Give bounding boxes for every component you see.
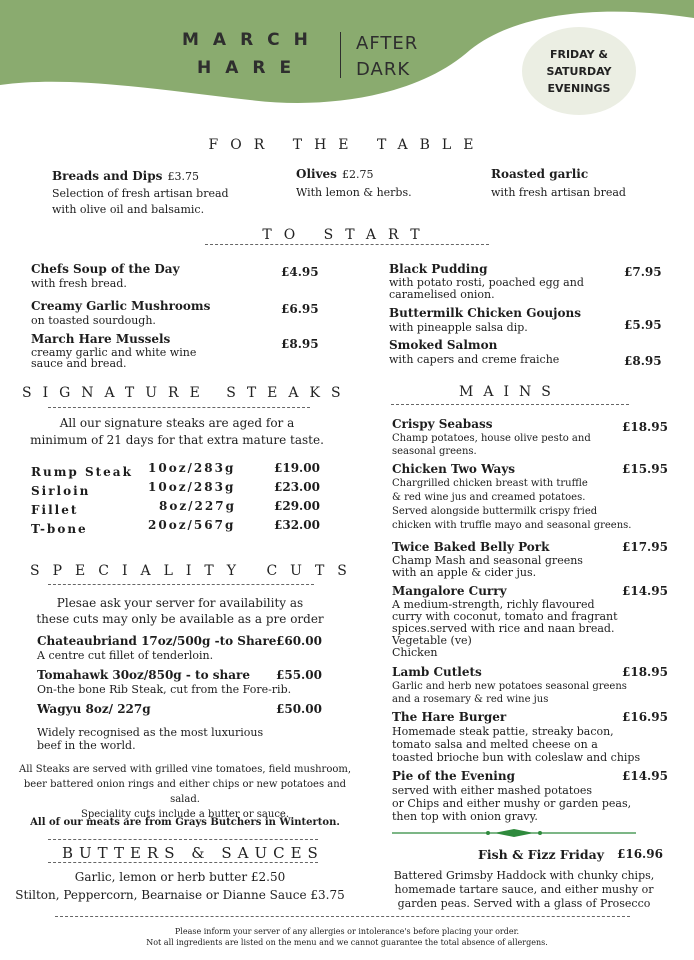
item-price: £4.95 [281,265,319,279]
steak-price: £19.00 [274,461,320,475]
item-price: £7.95 [624,265,662,279]
item-price: £6.95 [281,302,319,316]
item-name: Smoked Salmon [389,338,498,352]
item-desc: spices.served with rice and naan bread. [392,622,615,635]
menu-item [37,634,337,662]
desc-line: homemade tartare sauce, and either mushy or [394,883,654,896]
desc-line: garden peas. Served with a glass of Prosecco [397,897,651,910]
item-price: £5.95 [624,318,662,332]
item-price: £18.95 [622,420,668,434]
menu-item [31,332,321,369]
item-name: The Hare Burger [392,710,507,724]
item-desc: sauce and bread. [31,357,127,370]
item-desc: A medium-strength, richly flavoured [392,598,595,611]
item-price: £2.75 [342,168,374,181]
item-price: £18.95 [622,665,668,679]
menu-item [31,262,321,290]
item-desc: tomato salsa and melted cheese on a [392,738,598,751]
item-desc: creamy garlic and white wine [31,346,197,359]
butters-line: Garlic, lemon or herb butter £2.50 [74,870,286,884]
menu-item [392,769,668,823]
item-price: £14.95 [622,584,668,598]
divider [205,244,489,245]
item-name: March Hare Mussels [31,332,171,346]
butters-list [0,868,360,904]
allergy-notice [0,926,694,948]
item-desc: curry with coconut, tomato and fragrant [392,610,618,623]
intro-line: these cuts may only be available as a pre order [36,612,324,626]
steak-weight: 8oz/227g [159,499,236,513]
item-price: £60.00 [276,634,322,648]
menu-item [392,710,667,764]
brand-line-2: HARE [197,58,306,78]
item-desc: caramelised onion. [389,288,495,301]
item-name: Olives [296,167,337,181]
menu-item [491,163,626,199]
after-dark-line-2: DARK [356,59,411,80]
footer-divider [55,916,630,917]
item-desc: then top with onion gravy. [392,810,538,823]
steak-row [31,480,331,499]
section-title-mains: MAINS [459,384,561,400]
note-line: beer battered onion rings and either chips or new potatoes and salad. [23,779,347,805]
fish-fizz-title: Fish & Fizz Friday [478,847,605,862]
item-desc: A centre cut fillet of tenderloin. [37,649,214,662]
item-desc: on toasted sourdough. [31,314,156,327]
item-desc: Champ Mash and seasonal greens [392,554,583,567]
fish-fizz-price: £16.96 [617,847,663,861]
item-desc: Served alongside buttermilk crispy fried [392,506,598,517]
item-desc: Chicken [392,646,438,659]
menu-item [389,338,664,366]
intro-line: All our signature steaks are aged for a [59,416,295,430]
intro-line: minimum of 21 days for that extra mature taste. [30,433,324,447]
desc-line: Widely recognised as the most luxurious [37,726,264,739]
item-price: £17.95 [622,540,668,554]
badge-line: FRIDAY & [549,47,609,61]
item-name: Chefs Soup of the Day [31,262,180,276]
menu-item [389,262,664,301]
menu-item [296,163,412,199]
desc-line: beef in the world. [37,739,136,752]
evenings-badge [522,27,636,115]
brand-line-1: MARCH [182,30,322,50]
badge-line: SATURDAY [546,64,612,78]
item-name: Wagyu 8oz/ 227g [37,702,151,716]
section-title-speciality-cuts: SPECIALITY CUTS [30,563,360,579]
item-desc: with fresh artisan bread [491,186,626,199]
menu-item [392,540,668,579]
menu-item [392,417,668,458]
item-price: £14.95 [622,769,668,783]
item-name: Creamy Garlic Mushrooms [31,299,211,313]
item-desc: Chargrilled chicken breast with truffle [392,478,588,489]
item-desc: and a rosemary & red wine jus [392,694,549,705]
section-title-to-start: TO START [262,227,432,243]
item-name: Pie of the Evening [392,769,515,783]
item-desc: With lemon & herbs. [296,186,412,199]
item-desc: or Chips and either mushy or garden peas, [392,797,632,810]
steak-row [31,461,331,480]
item-desc: with pineapple salsa dip. [389,321,528,334]
item-price: £50.00 [276,702,322,716]
item-desc: Selection of fresh artisan bread [52,187,229,200]
wagyu-desc [37,726,263,752]
item-price: £8.95 [624,354,662,368]
desc-line: Battered Grimsby Haddock with chunky chips, [393,869,655,882]
steak-weight: 20oz/567g [148,518,236,532]
item-desc: with potato rosti, poached egg and [389,276,584,289]
fish-fizz-desc [382,869,666,911]
steak-price: £32.00 [274,518,320,532]
footer-line: Not all ingredients are listed on the menu and we cannot guarantee the total absence of allergens. [146,938,548,947]
note-line: Speciality cuts include a butter or sauce. [80,809,290,820]
item-name: Lamb Cutlets [392,665,482,679]
item-price: £55.00 [276,668,322,682]
item-name: Mangalore Curry [392,584,507,598]
steak-name: Rump Steak [31,465,133,479]
divider [48,862,318,863]
item-desc: with capers and creme fraiche [389,353,560,366]
divider [48,407,310,408]
item-name: Chateaubriand 17oz/500g -to Share [37,634,277,648]
item-desc: served with either mashed potatoes [392,784,593,797]
item-desc: & red wine jus and creamed potatoes. [392,492,586,503]
steak-row [31,518,331,537]
steak-row [31,499,331,518]
section-title-for-the-table: FOR THE TABLE [208,137,486,153]
item-price: £16.95 [622,710,668,724]
brand-divider [340,32,341,78]
menu-item [392,462,668,533]
note-line: All Steaks are served with grilled vine tomatoes, field mushroom, [18,764,352,775]
steak-name: Sirloin [31,484,91,498]
item-name: Breads and Dips [52,169,163,183]
speciality-intro [0,595,360,627]
footer-line: Please inform your server of any allergies or intolerance's before placing your order. [174,927,520,936]
item-desc: Homemade steak pattie, streaky bacon, [392,725,614,738]
menu-item [392,584,668,659]
item-name: Chicken Two Ways [392,462,516,476]
divider [48,584,314,585]
item-name: Buttermilk Chicken Goujons [389,306,582,320]
menu-item [31,299,321,327]
steak-weight: 10oz/283g [148,461,236,475]
item-desc: with an apple & cider jus. [392,566,537,579]
badge-line: EVENINGS [547,81,611,95]
item-desc: Champ potatoes, house olive pesto and [392,433,591,444]
item-price: £3.75 [167,170,199,183]
section-title-signature-steaks: SIGNATURE STEAKS [22,385,352,401]
steak-price: £23.00 [274,480,320,494]
item-name: Roasted garlic [491,167,589,181]
steak-name: T-bone [31,522,88,536]
butters-line: Stilton, Peppercorn, Bearnaise or Dianne Sauce £3.75 [15,888,345,902]
menu-item [37,702,337,717]
steak-weight: 10oz/283g [148,480,236,494]
meats-note: All of our meats are from Grays Butchers in Winterton. [30,817,340,828]
divider [48,839,318,840]
menu-item [389,306,664,334]
menu-item [392,665,668,706]
item-desc: toasted brioche bun with coleslaw and chips [392,751,641,764]
steak-name: Fillet [31,503,79,517]
item-desc: seasonal greens. [392,446,477,457]
item-desc: with fresh bread. [31,277,127,290]
intro-line: Plesae ask your server for availability as [56,596,304,610]
item-price: £8.95 [281,337,319,351]
steaks-note [10,762,360,822]
steaks-intro [0,415,354,449]
item-desc: chicken with truffle mayo and seasonal greens. [392,520,632,531]
item-name: Crispy Seabass [392,417,493,431]
after-dark-line-1: AFTER [356,33,419,54]
item-desc: Garlic and herb new potatoes seasonal greens [392,681,627,692]
item-price: £15.95 [622,462,668,476]
menu-item [52,165,229,216]
item-desc: On-the bone Rib Steak, cut from the Fore-rib. [37,683,292,696]
item-name: Twice Baked Belly Pork [392,540,550,554]
steak-price: £29.00 [274,499,320,513]
item-desc: Vegetable (ve) [392,634,472,647]
item-name: Black Pudding [389,262,488,276]
divider [391,404,629,405]
item-desc: with olive oil and balsamic. [52,203,205,216]
section-title-butters-sauces: BUTTERS & SAUCES [62,844,324,862]
ornament-divider [390,827,638,839]
menu-item [37,668,337,696]
item-name: Tomahawk 30oz/850g - to share [37,668,250,682]
